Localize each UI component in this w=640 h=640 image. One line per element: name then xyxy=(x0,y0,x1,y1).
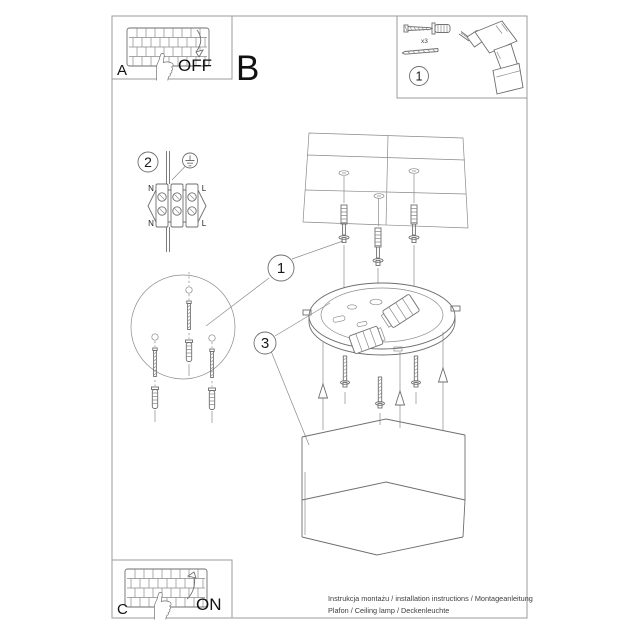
canopy-plate xyxy=(303,283,460,355)
footer-line-2: Plafon / Ceiling lamp / Deckenleuchte xyxy=(328,606,450,615)
drill-bit-icon xyxy=(402,49,438,55)
screw-anchor-assembly-left xyxy=(152,334,159,422)
wire-n-bottom-label: N xyxy=(148,219,154,228)
step1-number: 1 xyxy=(276,260,286,277)
mounting-screw-left xyxy=(339,176,349,302)
step3-number: 3 xyxy=(260,335,270,352)
step1-badge xyxy=(268,255,294,281)
lampshade xyxy=(302,419,465,555)
step2-badge xyxy=(138,152,158,172)
hand-icon xyxy=(156,53,173,80)
ceiling-panel xyxy=(303,133,468,228)
on-label: ON xyxy=(196,595,222,614)
tools-step-badge xyxy=(410,67,429,86)
wiring-diagram xyxy=(138,151,207,252)
wire-l-bottom-label: L xyxy=(201,219,207,228)
up-arrow-icon xyxy=(396,352,405,428)
section-c-label: C xyxy=(117,601,128,618)
ground-symbol-icon xyxy=(172,153,198,180)
up-arrow-icon xyxy=(439,332,448,430)
screw-anchor-icon xyxy=(404,23,450,34)
tools-step-number: 1 xyxy=(415,69,423,84)
drill-icon xyxy=(459,21,523,94)
footer-text xyxy=(328,594,533,615)
arrow-up-icon xyxy=(187,572,196,599)
up-arrow-icon xyxy=(319,342,328,430)
fixing-screws xyxy=(341,356,421,425)
wire-n-top-label: N xyxy=(148,184,154,193)
arrow-down-icon xyxy=(196,30,203,57)
off-label: OFF xyxy=(178,56,212,75)
screw-detail-view xyxy=(131,241,343,423)
magnifier-circle xyxy=(131,275,235,379)
terminal-block-icon xyxy=(148,184,206,227)
wire-l-top-label: L xyxy=(201,184,207,193)
screw-anchor-assembly-center xyxy=(186,272,193,376)
screw-anchor-assembly-right xyxy=(209,335,216,423)
hand-icon xyxy=(154,592,171,619)
section-a-label: A xyxy=(117,62,128,79)
anchor-qty-label: x3 xyxy=(421,38,428,45)
fixing-screw-left xyxy=(341,356,350,404)
fixing-screw-right xyxy=(412,356,421,404)
wire-top xyxy=(167,151,170,184)
step2-number: 2 xyxy=(144,154,152,170)
fixing-screw-center xyxy=(376,377,385,425)
section-c-box xyxy=(112,560,232,620)
section-b-label: B xyxy=(236,49,260,88)
footer-line-1: Instrukcja montażu / installation instructions / Montageanleitung xyxy=(328,594,533,603)
callout-leader xyxy=(292,241,343,259)
section-a-box xyxy=(112,16,232,81)
tools-box xyxy=(397,16,527,98)
wire-bottom xyxy=(167,227,170,252)
callout-leader xyxy=(206,278,269,326)
